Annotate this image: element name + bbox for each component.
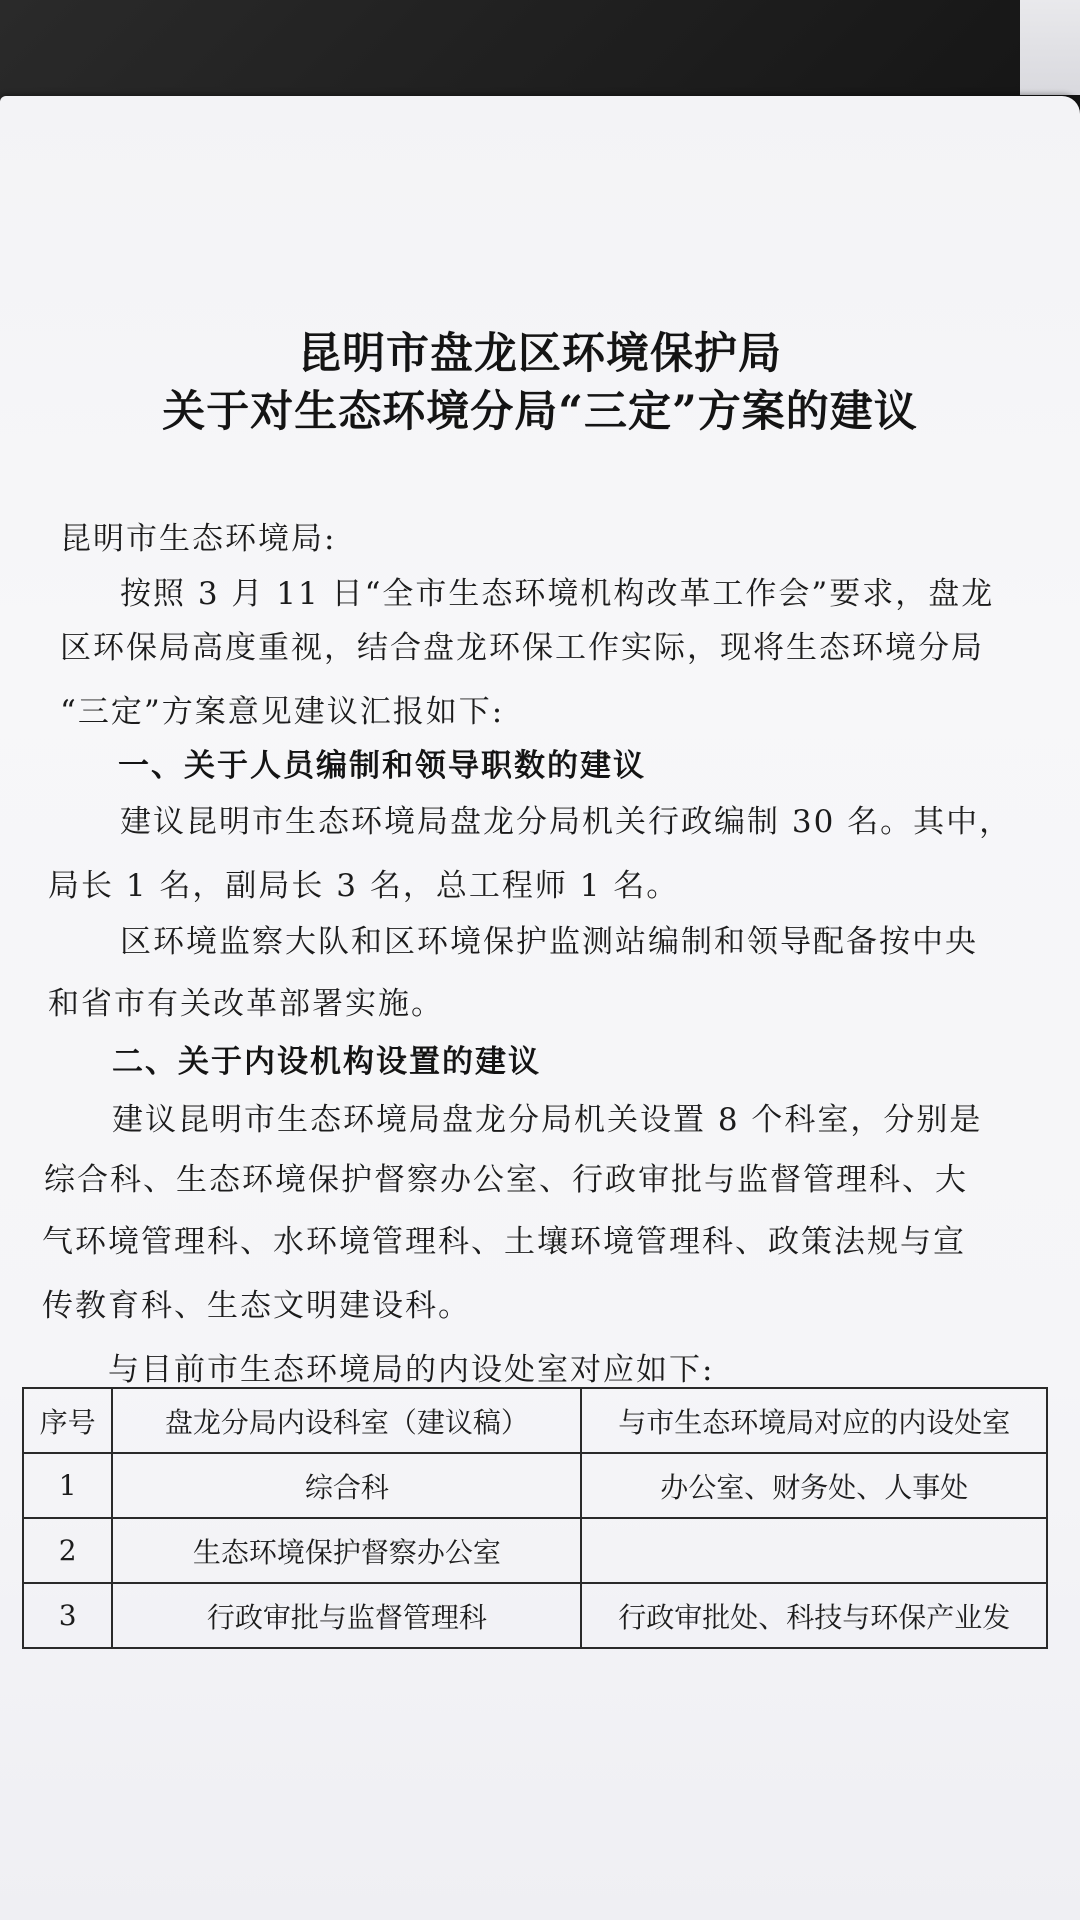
department-comparison-table <box>22 1387 1048 1649</box>
intro-line-1: 按照 3 月 11 日“全市生态环境机构改革工作会”要求，盘龙 <box>120 576 995 612</box>
document-title-line1: 昆明市盘龙区环境保护局 <box>298 329 782 379</box>
section2-p1-line2: 综合科、生态环境保护督察办公室、行政审批与监督管理科、大 <box>44 1162 968 1198</box>
section1-heading: 一、关于人员编制和领导职数的建议 <box>118 748 646 784</box>
row-index: 1 <box>23 1453 112 1518</box>
table-row <box>23 1518 1047 1583</box>
section2-p1-line3: 气环境管理科、水环境管理科、土壤环境管理科、政策法规与宣 <box>42 1224 966 1260</box>
header-city-division: 与市生态环境局对应的内设处室 <box>581 1388 1047 1453</box>
header-index: 序号 <box>23 1388 112 1453</box>
table-row <box>23 1583 1047 1648</box>
section2-p1-line1: 建议昆明市生态环境局盘龙分局机关设置 8 个科室，分别是 <box>112 1102 983 1138</box>
intro-line-2: 区环保局高度重视，结合盘龙环保工作实际，现将生态环境分局 <box>60 630 984 666</box>
header-district-section: 盘龙分局内设科室（建议稿） <box>112 1388 581 1453</box>
section1-p1-line1: 建议昆明市生态环境局盘龙分局机关行政编制 30 名。其中， <box>120 804 1013 840</box>
row-index: 2 <box>23 1518 112 1583</box>
table-row <box>23 1453 1047 1518</box>
table-intro: 与目前市生态环境局的内设处室对应如下: <box>108 1352 715 1388</box>
document-title-line2: 关于对生态环境分局“三定”方案的建议 <box>162 387 918 437</box>
section2-p1-line4: 传教育科、生态文明建设科。 <box>42 1288 471 1324</box>
section2-heading: 二、关于内设机构设置的建议 <box>112 1044 541 1080</box>
row-index: 3 <box>23 1583 112 1648</box>
section1-p2-line2: 和省市有关改革部署实施。 <box>48 986 444 1022</box>
addressee: 昆明市生态环境局: <box>60 521 337 557</box>
row-district-section: 行政审批与监督管理科 <box>112 1583 581 1648</box>
row-district-section: 综合科 <box>112 1453 581 1518</box>
row-city-division: 行政审批处、科技与环保产业发 <box>581 1583 1047 1648</box>
row-city-division: 办公室、财务处、人事处 <box>581 1453 1047 1518</box>
table-header-row <box>23 1388 1047 1453</box>
intro-line-3: “三定”方案意见建议汇报如下: <box>60 694 505 730</box>
section1-p1-line2: 局长 1 名，副局长 3 名，总工程师 1 名。 <box>48 868 680 904</box>
row-city-division <box>581 1518 1047 1583</box>
row-district-section: 生态环境保护督察办公室 <box>112 1518 581 1583</box>
underlying-paper-corner <box>1020 0 1080 95</box>
section1-p2-line1: 区环境监察大队和区环境保护监测站编制和领导配备按中央 <box>120 924 978 960</box>
